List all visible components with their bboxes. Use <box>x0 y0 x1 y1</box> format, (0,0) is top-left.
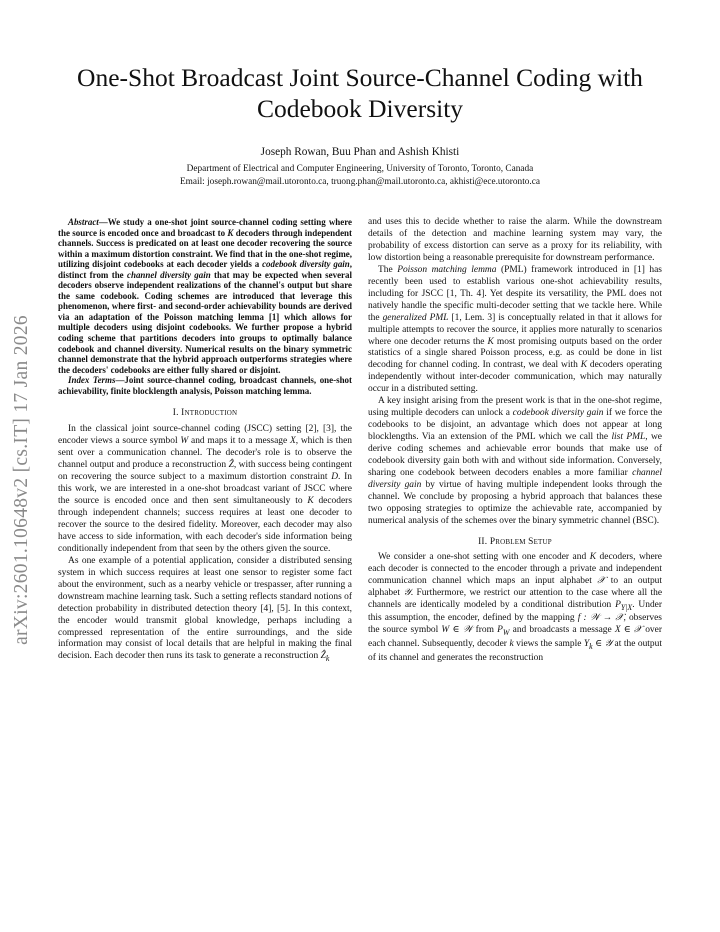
paper-title: One-Shot Broadcast Joint Source-Channel Coding with Codebook Diversity <box>77 63 643 123</box>
index-terms-text: Joint source-channel coding, broadcast channels, one-shot achievability, finite blocklength analysis, Poisson matching lemma. <box>58 375 352 396</box>
abstract-var-k: K <box>227 227 234 238</box>
arxiv-identifier: arXiv:2601.10648v2 [cs.IT] 17 Jan 2026 <box>11 315 33 645</box>
intro-paragraph-4: A key insight arising from the present work is that in the one-shot regime, using multiple decoders can unlock a codebook diversity gain if we force the codebooks to be disjoint, an advantage which does not appear at long blocklengths. Via an extension of the PML which we call the list PML, we derive coding schemes and achievable error bounds that make use of codebook diversity gain both with and without side information. Conversely, sharing one codebook between decoders enables a more familiar channel diversity gain by virtue of having multiple independent looks through the channel. We conclude by proposing a hybrid approach that balances these two opposing strategies to optimize the achievable rate, accompanied by numerical analysis of the schemes over the binary symmetric channel (BSC). <box>368 396 663 526</box>
intro-paragraph-1: In the classical joint source-channel coding (JSCC) setting [2], [3], the encoder views a source symbol W and maps it to a message X, which is then sent over a communication channel. The decoder's role is to observe the channel output and produce a reconstruction Ẑ, with success being contingent on recovering the source subject to a maximum distortion constraint D. In this work, we are interested in a one-shot broadcast variant of JSCC where the source is encoded once and then sent simultaneously to K decoders through independent channels; success requires at least one decoder to recover the source to the desired fidelity. Moreover, each decoder may also have access to side information, with each decoder's side information being conditionally independent from that seen by the others given the source. <box>58 424 352 554</box>
abstract-term-channel-diversity: channel diversity gain <box>127 269 211 280</box>
abstract-text-3: , distinct from the <box>58 259 352 280</box>
problem-setup-body <box>368 552 662 665</box>
left-column <box>58 217 352 665</box>
abstract-text-4: that may be expected when several decoders observe independent realizations of the channel's output but share the same codebook. Coding schemes are introduced that leverage this phenomenon, where first- and second-order achievability bounds are derived via an adaptation of the Poisson matching lemma [1] which allows for multiple decoders using disjoint codebooks. We further propose a hybrid coding scheme that partitions decoders into groups to optimally balance codebook and channel diversity. Numerical results on the binary symmetric channel demonstrate that the hybrid approach outperforms strategies where the decoders' codebooks are either fully shared or disjoint. <box>58 269 352 375</box>
abstract-term-codebook-diversity: codebook diversity gain <box>262 259 350 270</box>
introduction-body <box>58 424 352 665</box>
abstract-label: Abstract <box>68 217 99 227</box>
index-terms-dash: — <box>115 375 125 386</box>
index-terms-paragraph <box>58 375 352 396</box>
problem-paragraph-1: We consider a one-shot setting with one encoder and K decoders, where each decoder is connected to the encoder through a private and independent communication channel which maps an input alphabet 𝒳 to an output alphabet 𝒴. Furthermore, we restrict our attention to the case where all the channels are identically modeled by a conditional distribution $P_{Y|X}$. Under this assumption, the encoder, defined by the mapping f : 𝒲 → 𝒳, observes the source symbol W ∈ 𝒲 from $P_W$ and broadcasts a message X ∈ 𝒳 over each channel. Subsequently, decoder k views the sample $Y_k$ ∈ 𝒴 at the output of its channel and generates the reconstruction <box>368 551 663 664</box>
author-affiliation-block <box>40 163 680 189</box>
author-emails: Email: joseph.rowan@mail.utoronto.ca, truong.phan@mail.utoronto.ca, akhisti@ece.utoronto.ca <box>179 177 541 187</box>
index-terms-label: Index Terms <box>68 375 116 386</box>
intro-paragraph-3: The Poisson matching lemma (PML) framework introduced in [1] has recently been used to establish various one-shot achievability results, including for JSCC [1, Th. 4]. Yet despite its versatility, the PML does not natively handle the specific multi-decoder setting that we tackle here. While the generalized PML [1, Lem. 3] is conceptually related in that it allows for multiple attempts to recover the source, it applies more naturally to scenarios where one decoder returns the K most promising outputs based on the order statistics of a single shared Poisson process, e.g. as could be done in list decoding for channel coding. In contrast, we deal with K decoders operating independently without inter-decoder communication, which may naturally occur in a distributed setting. <box>368 264 663 395</box>
section-heading-introduction: I. Introduction <box>172 408 238 419</box>
abstract-dash: — <box>98 217 108 227</box>
intro-paragraph-2: As one example of a potential application, consider a distributed sensing system in which success requires at least one sensor to register some fact about the environment, such as a nearby vehicle or trespasser, after running a downstream machine learning task. Such a setting reflects standard notions of detection probability in distributed detection theory [4], [5]. In this context, the encoder would transmit global knowledge, perhaps including a compressed representation of the entire surroundings, and the side information may consist of local details that are helpful in making the final decision. Each decoder then runs its task to generate a reconstruction Ẑ$_k$ <box>58 555 352 664</box>
abstract-text-2: decoders through independent channels. Success is predicated on at least one decoder recovering the source within a maximum distortion constraint. We find that in the one-shot regime, utilizing disjoint codebooks at each decoder yields a <box>58 227 352 270</box>
abstract-text-1: We study a one-shot joint source-channel coding setting where the source is encoded once and broadcast to <box>58 217 352 238</box>
right-column <box>368 217 662 665</box>
abstract <box>58 217 352 396</box>
paper-authors: Joseph Rowan, Buu Phan and Ashish Khisti <box>260 146 460 158</box>
introduction-body-continued <box>368 217 662 528</box>
section-heading-problem-setup: II. Problem Setup <box>478 536 552 547</box>
arxiv-stamp <box>2 270 42 690</box>
intro-paragraph-2-continued: and uses this to decide whether to raise the alarm. While the downstream details of the detection and machine learning system may vary, the probability of excess distortion can serve as a proxy for its reliability, with low distortion being a reasonable prerequisite for downstream performance. <box>368 217 662 263</box>
abstract-paragraph <box>58 217 352 375</box>
affiliation: Department of Electrical and Computer Engineering, University of Toronto, Toronto, Canada <box>186 164 534 174</box>
